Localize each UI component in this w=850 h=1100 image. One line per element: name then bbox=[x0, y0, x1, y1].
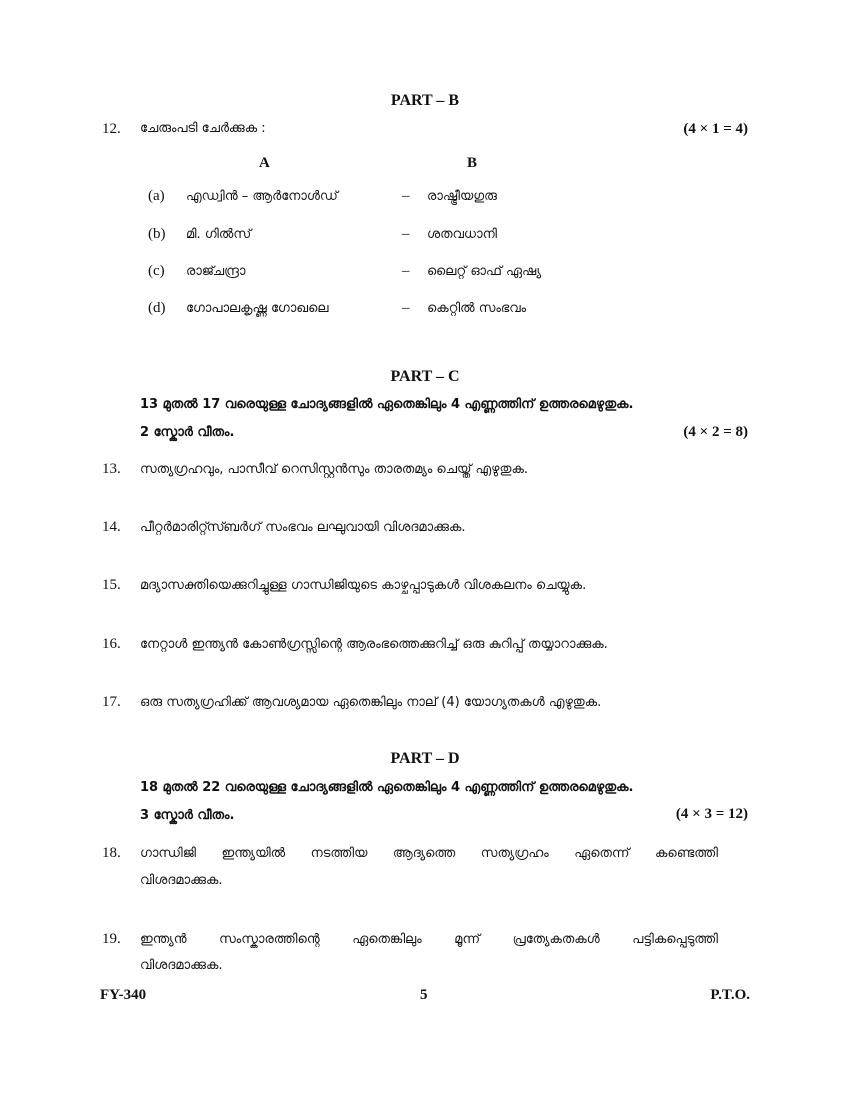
part-c-heading: PART – C bbox=[390, 368, 460, 385]
question-text-continued: വിശദമാക്കുക. bbox=[140, 958, 223, 973]
question-text: ഒരു സത്യഗ്രഹിക്ക് ആവശ്യമായ ഏതെങ്കിലും നാല് (4) യോഗ്യതകൾ എഴുതുക. bbox=[140, 695, 602, 710]
question-number: 17. bbox=[102, 694, 121, 710]
marks-label: (4 × 1 = 4) bbox=[683, 121, 748, 137]
question-text: ചേരുംപടി ചേർക്കുക : bbox=[140, 121, 266, 136]
page-number: 5 bbox=[420, 987, 428, 1003]
question-number: 12. bbox=[102, 121, 121, 137]
question-text: നേറ്റാൾ ഇന്ത്യൻ കോൺഗ്രസ്സിന്റെ ആരംഭത്തെക്കുറിച്ച് ഒരു കുറിപ്പ് തയ്യാറാക്കുക. bbox=[140, 637, 608, 652]
option-letter: (d) bbox=[148, 300, 166, 316]
score-note: 2 സ്കോർ വീതം. bbox=[140, 425, 235, 440]
section-instruction: 18 മുതൽ 22 വരെയുള്ള ചോദ്യങ്ങളിൽ ഏതെങ്കിലും 4 എണ്ണത്തിന് ഉത്തരമെഴുതുക. bbox=[140, 780, 634, 795]
column-b-item: ശതവധാനി bbox=[427, 227, 497, 242]
marks-label: (4 × 3 = 12) bbox=[675, 806, 748, 822]
question-text: പീറ്റർമാരിറ്റ്സ്ബർഗ് സംഭവം ലഘുവായി വിശദമാക്കുക. bbox=[140, 520, 466, 535]
dash: – bbox=[402, 300, 410, 316]
option-letter: (c) bbox=[148, 263, 165, 279]
part-b-heading: PART – B bbox=[390, 92, 460, 109]
question-text: മദ്യാസക്തിയെക്കുറിച്ചുള്ള ഗാന്ധിജിയുടെ കാഴ്ചപ്പാടുകൾ വിശകലനം ചെയ്യുക. bbox=[140, 578, 587, 593]
question-number: 15. bbox=[102, 577, 121, 593]
question-number: 19. bbox=[102, 931, 121, 947]
question-number: 16. bbox=[102, 636, 121, 652]
option-letter: (a) bbox=[148, 188, 165, 204]
column-b-item: രാഷ്ട്രീയഗുരു bbox=[427, 189, 497, 204]
question-text-continued: വിശദമാക്കുക. bbox=[140, 873, 223, 888]
column-a-item: രാജ്ചന്ദ്രാ bbox=[186, 264, 246, 279]
paper-code: FY-340 bbox=[100, 987, 147, 1003]
question-number: 18. bbox=[102, 845, 121, 861]
section-instruction: 13 മുതൽ 17 വരെയുള്ള ചോദ്യങ്ങളിൽ ഏതെങ്കിലും 4 എണ്ണത്തിന് ഉത്തരമെഴുതുക. bbox=[140, 397, 634, 412]
column-a-item: എഡ്വിൻ – ആർനോൾഡ് bbox=[186, 189, 338, 204]
question-number: 14. bbox=[102, 519, 121, 535]
question-text: ഇന്ത്യൻ സംസ്കാരത്തിന്റെ ഏതെങ്കിലും മൂന്ന് പ്രത്യേകതകൾ പട്ടികപ്പെടുത്തി bbox=[140, 932, 718, 947]
part-d-heading: PART – D bbox=[390, 750, 460, 767]
dash: – bbox=[402, 263, 410, 279]
option-letter: (b) bbox=[148, 226, 166, 242]
dash: – bbox=[402, 188, 410, 204]
column-a-item: മി. ഗിൽസ് bbox=[186, 227, 252, 242]
column-b-header: B bbox=[467, 155, 478, 171]
marks-label: (4 × 2 = 8) bbox=[683, 424, 748, 440]
column-a-header: A bbox=[259, 155, 270, 171]
column-b-item: കെറ്റിൽ സംഭവം bbox=[427, 301, 527, 316]
pto-label: P.T.O. bbox=[710, 987, 750, 1003]
score-note: 3 സ്കോർ വീതം. bbox=[140, 808, 235, 823]
question-text: സത്യഗ്രഹവും, പാസീവ് റെസിസ്റ്റൻസും താരതമ്യം ചെയ്ത് എഴുതുക. bbox=[140, 462, 528, 477]
column-b-item: ലൈറ്റ് ഓഫ് ഏഷ്യ bbox=[427, 264, 542, 279]
column-a-item: ഗോപാലകൃഷ്ണ ഗോഖലെ bbox=[186, 301, 329, 316]
question-number: 13. bbox=[102, 461, 121, 477]
dash: – bbox=[402, 226, 410, 242]
question-text: ഗാന്ധിജി ഇന്ത്യയിൽ നടത്തിയ ആദ്യത്തെ സത്യഗ്രഹം ഏതെന്ന് കണ്ടെത്തി bbox=[140, 846, 718, 861]
